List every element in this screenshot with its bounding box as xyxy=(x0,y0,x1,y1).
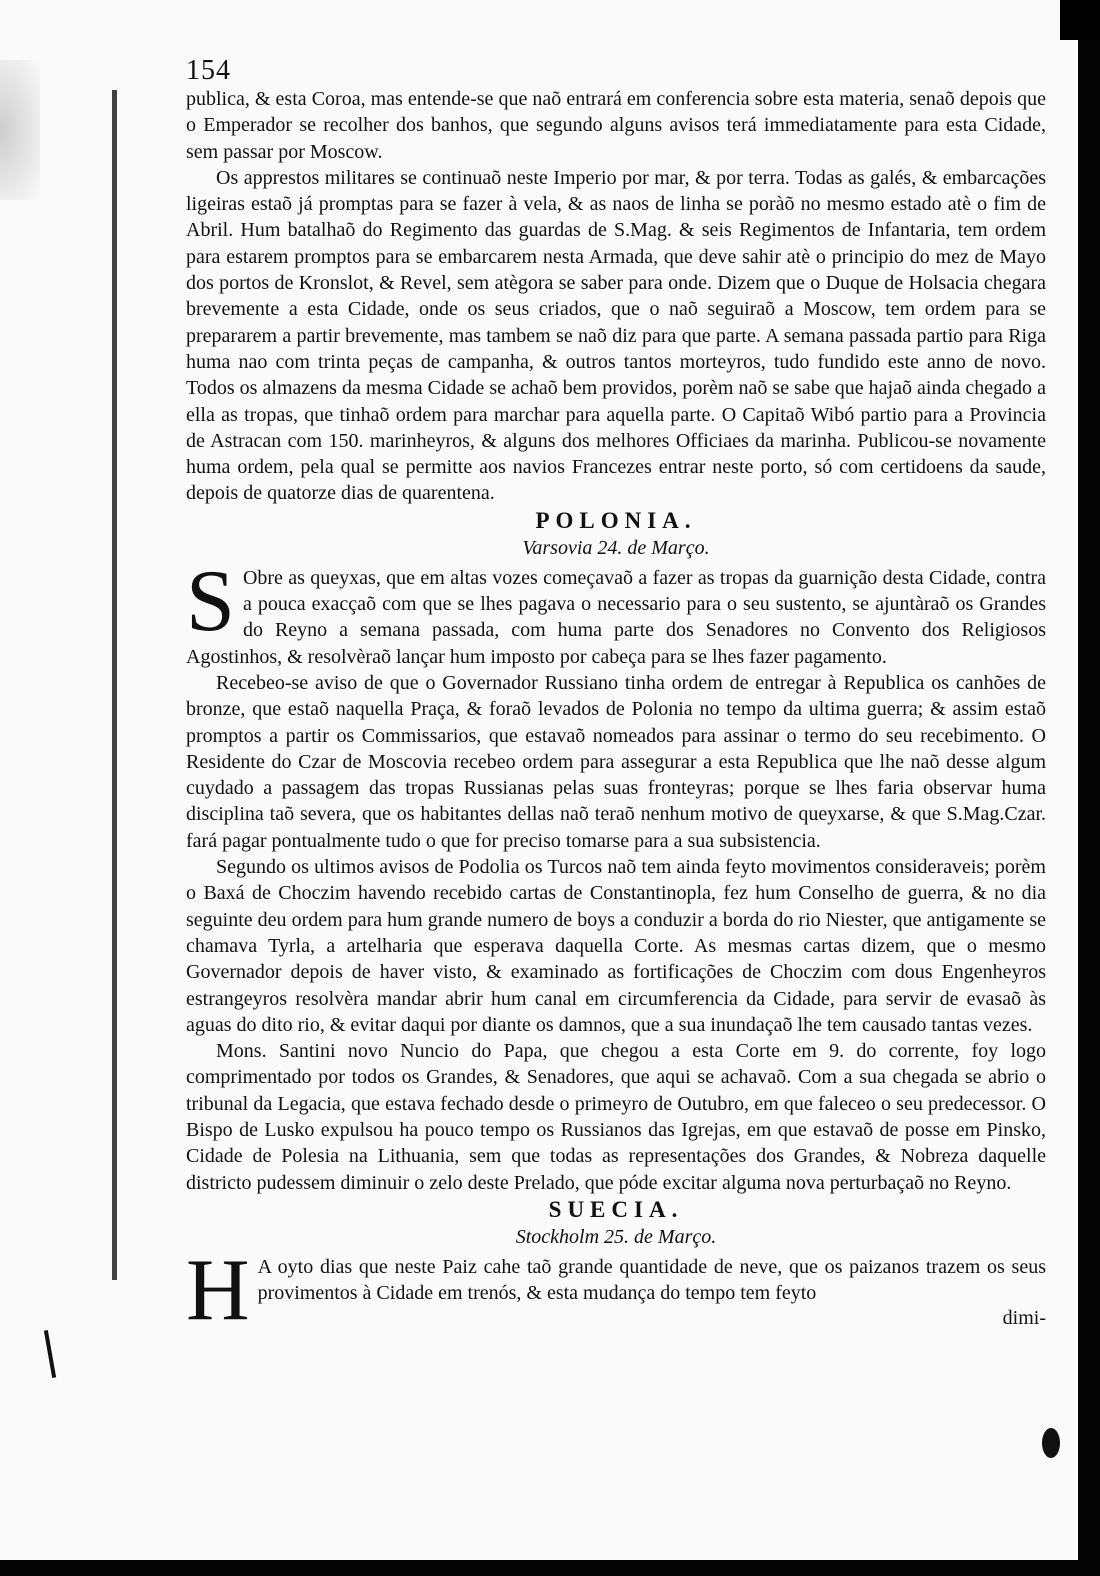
dateline-varsovia: Varsovia 24. de Março. xyxy=(522,536,710,559)
paragraph-with-dropcap xyxy=(186,552,1046,670)
section-heading-suecia: SUECIA. xyxy=(548,1196,684,1222)
drop-cap: H xyxy=(186,1241,250,1339)
paragraph: Recebeo-se aviso de que o Governador Russiano tinha ordem de entregar à Republica os canhões de bronze, que estaõ naquella Praça, & foraõ levados de Polonia no tempo da ultima guerra; & assim estaõ promptos a partir os Commissarios, que estavaõ nomeados para assinar o termo do seu recebimento. O Residente do Czar de Moscovia recebeo ordem para assegurar a esta Republica que lhe naõ desse algum cuydado a passagem das tropas Russianas pelas suas fronteyras; porque se lhes faria observar huma disciplina taõ severa, que os habitantes dellas naõ teraõ nenhum motivo de queyxarse, & que S.Mag.Czar. fará pagar pontualmente tudo o que for preciso tomarse para a sua subsistencia. xyxy=(186,671,1046,852)
scan-border-right xyxy=(1078,0,1100,1576)
scan-border-bottom xyxy=(0,1560,1100,1576)
paragraph: Os apprestos militares se continuaõ neste Imperio por mar, & por terra. Todas as galés, & embarcações ligeiras estaõ já promptas para se fazer à vela, & as naos de linha se poràõ no mesmo estado atè o fim de Abril. Hum batalhaõ do Regimento das guardas de S.Mag. & seis Regimentos de Infantaria, tem ordem para estarem promptos para se embarcarem nesta Armada, que deve sahir atè o principio do mez de Mayo dos portos de Kronslot, & Revel, sem atègora se saber para onde. Dizem que o Duque de Holsacia chegara brevemente a esta Cidade, onde os seus criados, que o naõ seguiraõ a Moscow, tem ordem para se prepararem a partir brevemente, mas tambem se naõ diz para que parte. A semana passada partio para Riga huma nao com trinta peças de campanha, & outros tantos morteyros, tudo fundido este anno de novo. Todos os almazens da mesma Cidade se achaõ bem providos, porèm naõ se sabe que hajaõ ainda chegado a ella as tropas, que tinhaõ ordem para marchar para aquella parte. O Capitaõ Wibó partio para a Provincia de Astracan com 150. marinheyros, & alguns dos melhores Officiaes da marinha. Publicou-se novamente huma ordem, pela qual se permitte aos navios Francezes entrar neste porto, só com certidoens da saude, depois de quatorze dias de quarentena. xyxy=(186,166,1046,505)
page-number: 154 xyxy=(186,55,231,86)
paragraph: Mons. Santini novo Nuncio do Papa, que chegou a esta Corte em 9. do corrente, foy logo comprimentado por todos os Grandes, & Senadores, que aqui se achavaõ. Com a sua chegada se abrio o tribunal da Legacia, que estava fechado desde o primeyro de Outubro, em que faleceo o seu predecessor. O Bispo de Lusko expulsou ha pouco tempo os Russianos das Igrejas, em que estavaõ de posse em Pinsko, Cidade de Polesia na Lithuania, sem que todas as representações dos Grandes, & Nobreza daquelle districto pudessem diminuir o zelo deste Prelado, que póde excitar alguma nova perturbaçaõ no Reyno. xyxy=(186,1040,1046,1194)
binding-shadow xyxy=(112,90,117,1280)
paragraph: Segundo os ultimos avisos de Podolia os Turcos naõ tem ainda feyto movimentos consideraveis; porèm o Baxá de Choczim havendo recebido cartas de Constantinopla, fez hum Conselho de guerra, & no dia seguinte deu ordem para hum grande numero de boys a conduzir a borda do rio Niester, que antigamente se chamava Tyrla, a artelharia que esperava daquella Corte. As mesmas cartas dizem, que o mesmo Governador depois de haver visto, & examinado as fortificações de Choczim com dous Engenheyros estrangeyros resolvèra mandar abrir hum canal em circumferencia da Cidade, para servir de evasaõ às aguas do dito rio, & evitar daqui por diante os damnos, que a sua inundaçaõ lhe tem causado tantas vezes. xyxy=(186,856,1046,1036)
catchword: dimi- xyxy=(1002,1307,1046,1330)
section-heading-polonia: POLONIA. xyxy=(535,507,697,533)
dateline-stockholm: Stockholm 25. de Março. xyxy=(515,1225,717,1248)
paragraph-text: A oyto dias que neste Paiz cahe taõ grande quantidade de neve, que os paizanos trazem os seus provimentos à Cidade em trenós, & esta mudança do tempo tem feyto xyxy=(257,1255,1046,1305)
paragraph: publica, & esta Coroa, mas entende-se que naõ entrará em conferencia sobre esta materia, senaõ depois que o Emperador se recolher dos banhos, que segundo alguns avisos terá immediatamente para esta Cidade, sem passar por Moscow. xyxy=(186,88,1046,163)
drop-cap: S xyxy=(186,552,235,650)
scan-corner xyxy=(1060,0,1100,40)
article-body xyxy=(186,55,1046,1339)
paragraph-text: Obre as queyxas, que em altas vozes começavaõ a fazer as tropas da guarnição desta Cidade, contra a pouca exacçaõ com que se lhes pagava o necessario para o seu sustento, se ajuntàraõ os Grandes do Reyno a semana passada, com huma parte dos Senadores no Convento dos Religiosos Agostinhos, & resolvèraõ lançar hum imposto por cabeça para se lhes fazer pagamento. xyxy=(186,566,1046,668)
ink-blot xyxy=(1042,1428,1060,1458)
margin-ink-mark xyxy=(44,1330,56,1378)
scan-stain xyxy=(0,60,40,200)
